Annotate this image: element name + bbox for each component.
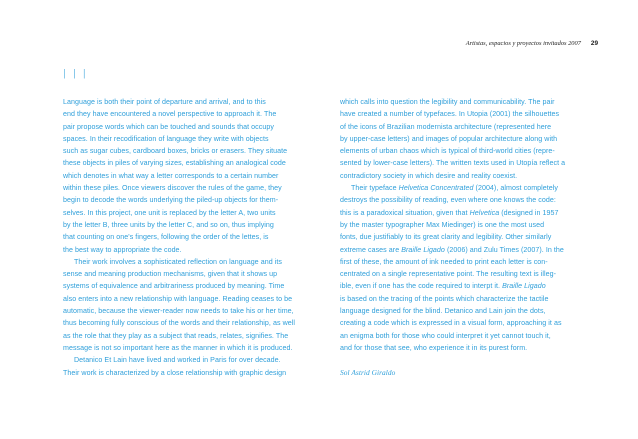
text-run: extreme cases are: [340, 245, 402, 254]
text-line: [340, 244, 586, 256]
text-run: of the icons of Brazilian modernista architecture (represented here: [340, 122, 552, 131]
italic-title-run: Braille Ligado: [502, 282, 546, 291]
running-head: [466, 40, 598, 47]
text-line: [340, 219, 586, 231]
text-run: creating a code which is expressed in a visual form, approaching it as: [340, 319, 562, 328]
text-line: [340, 182, 586, 194]
text-line: [340, 342, 586, 354]
text-line: as the role that they play as a subject that reads, relates, signifies. The: [63, 331, 289, 340]
text-run: is based on the tracing of the points which characterize the tactile: [340, 294, 549, 303]
text-run: which calls into question the legibility and communicability. The pair: [340, 98, 555, 106]
text-line: [340, 280, 586, 292]
text-run: (2006) and Zulu Times (2007). In the: [444, 245, 564, 254]
text-run: centrated on a single representative point. The resulting text is illeg-: [340, 270, 557, 279]
text-run: (designed in 1957: [499, 208, 559, 217]
text-run: and for those that see, who experience it in its purest form.: [340, 343, 528, 352]
text-line: systems of equivalence and arbitrariness produced by meaning. Time: [63, 282, 285, 291]
text-line: automatic, because the viewer-reader now needs to take his or her time,: [63, 307, 294, 316]
text-line: [340, 231, 586, 243]
text-line: message is not so important here as the manner in which it is produced.: [63, 343, 293, 352]
text-line: spaces. In their recodification of language they write with objects: [63, 134, 269, 143]
text-line: [340, 170, 586, 182]
text-line: within these piles. Once viewers discover the rules of the game, they: [63, 184, 282, 193]
text-line: end they have encountered a novel perspective to approach it. The: [63, 110, 277, 119]
text-line: [340, 305, 586, 317]
text-run: have created a number of typefaces. In Utopia (2001) the silhouettes: [340, 110, 560, 119]
text-line: sense and meaning production mechanisms, given that it shows up: [63, 270, 278, 279]
text-run: contradictory society in which desire and reality coexist.: [340, 171, 518, 180]
text-run: an enigma both for those who could interpret it yet cannot touch it,: [340, 331, 551, 340]
text-run: sented by lower-case letters). The written texts used in Utopía reflect a: [340, 159, 566, 168]
text-line: begin to decode the words underlying the piled-up objects for them-: [63, 196, 279, 205]
italic-title-run: Helvetica: [469, 208, 500, 217]
author-signature: Sol Astrid Giraldo: [340, 367, 396, 377]
text-line: that counting on one's fingers, following the order of the lettes, is: [63, 233, 269, 242]
italic-title-run: Helvetica Concentrated: [398, 184, 474, 193]
running-head-title: Artistas, espacios y proyectos invitados 2007: [465, 40, 581, 47]
text-run: by the master typographer Max Miedinger) is one the most used: [340, 220, 545, 229]
text-run: destroys the possibility of reading, even where one knows the code:: [340, 196, 556, 205]
italic-title-run: Braille Ligado: [401, 245, 445, 254]
right-text-column: [340, 96, 586, 379]
text-line: [340, 317, 586, 329]
text-line: [340, 145, 586, 157]
text-run: elements of urban chaos which is typical of third-world cities (repre-: [340, 147, 555, 156]
text-line: which denotes in what way a letter corresponds to a certain number: [63, 171, 279, 180]
text-line: thus becoming fully conscious of the words and their relationship, as well: [63, 319, 296, 328]
text-line: Their work involves a sophisticated reflection on language and its: [74, 257, 282, 266]
section-marker: | | |: [63, 67, 88, 79]
text-run: (2004), almost completely: [473, 184, 559, 193]
text-run: language designed for the blind. Detanico and Lain join the dots,: [340, 307, 546, 316]
page-number: 29: [590, 40, 598, 47]
text-line: [340, 194, 586, 206]
text-line: these objects in piles of varying sizes, establishing an analogical code: [63, 159, 286, 168]
text-line: [340, 121, 586, 133]
text-line: [340, 293, 586, 305]
text-line: [340, 157, 586, 169]
text-line: [340, 256, 586, 268]
text-line: [340, 133, 586, 145]
left-text-column: [63, 96, 310, 379]
text-line: [340, 207, 586, 219]
text-line: [340, 96, 586, 108]
text-line: by the letter B, three units by the letter C, and so on, thus implying: [63, 220, 274, 229]
text-line: pair propose words which can be touched and sounds that occupy: [63, 122, 274, 131]
text-run: by upper-case letters) and images of popular architecture along with: [340, 134, 558, 143]
text-run: Their typeface: [351, 184, 399, 193]
text-run: this is a paradoxical situation, given that: [340, 208, 470, 217]
text-line: Language is both their point of departure and arrival, and to this: [63, 98, 266, 106]
text-run: fonts, due justifiably to its great clarity and legibility. Other similarly: [340, 233, 552, 242]
text-line: [340, 108, 586, 120]
text-line: [340, 330, 586, 342]
text-line: selves. In this project, one unit is replaced by the letter A, two units: [63, 208, 276, 217]
text-line: the best way to appropriate the code.: [63, 245, 182, 254]
text-line: Detanico Et Lain have lived and worked in Paris for over decade.: [74, 356, 281, 365]
text-line: such as sugar cubes, cardboard boxes, bricks or erasers. They situate: [63, 147, 288, 156]
text-run: ible, even if one has the code required to interpt it.: [340, 282, 503, 291]
text-line: also enters into a new relationship with language. Reading ceases to be: [63, 294, 293, 303]
text-run: first of these, the amount of ink needed to print each letter is con-: [340, 257, 548, 266]
text-line: [340, 268, 586, 280]
text-line: Their work is characterized by a close relationship with graphic design: [63, 368, 287, 377]
